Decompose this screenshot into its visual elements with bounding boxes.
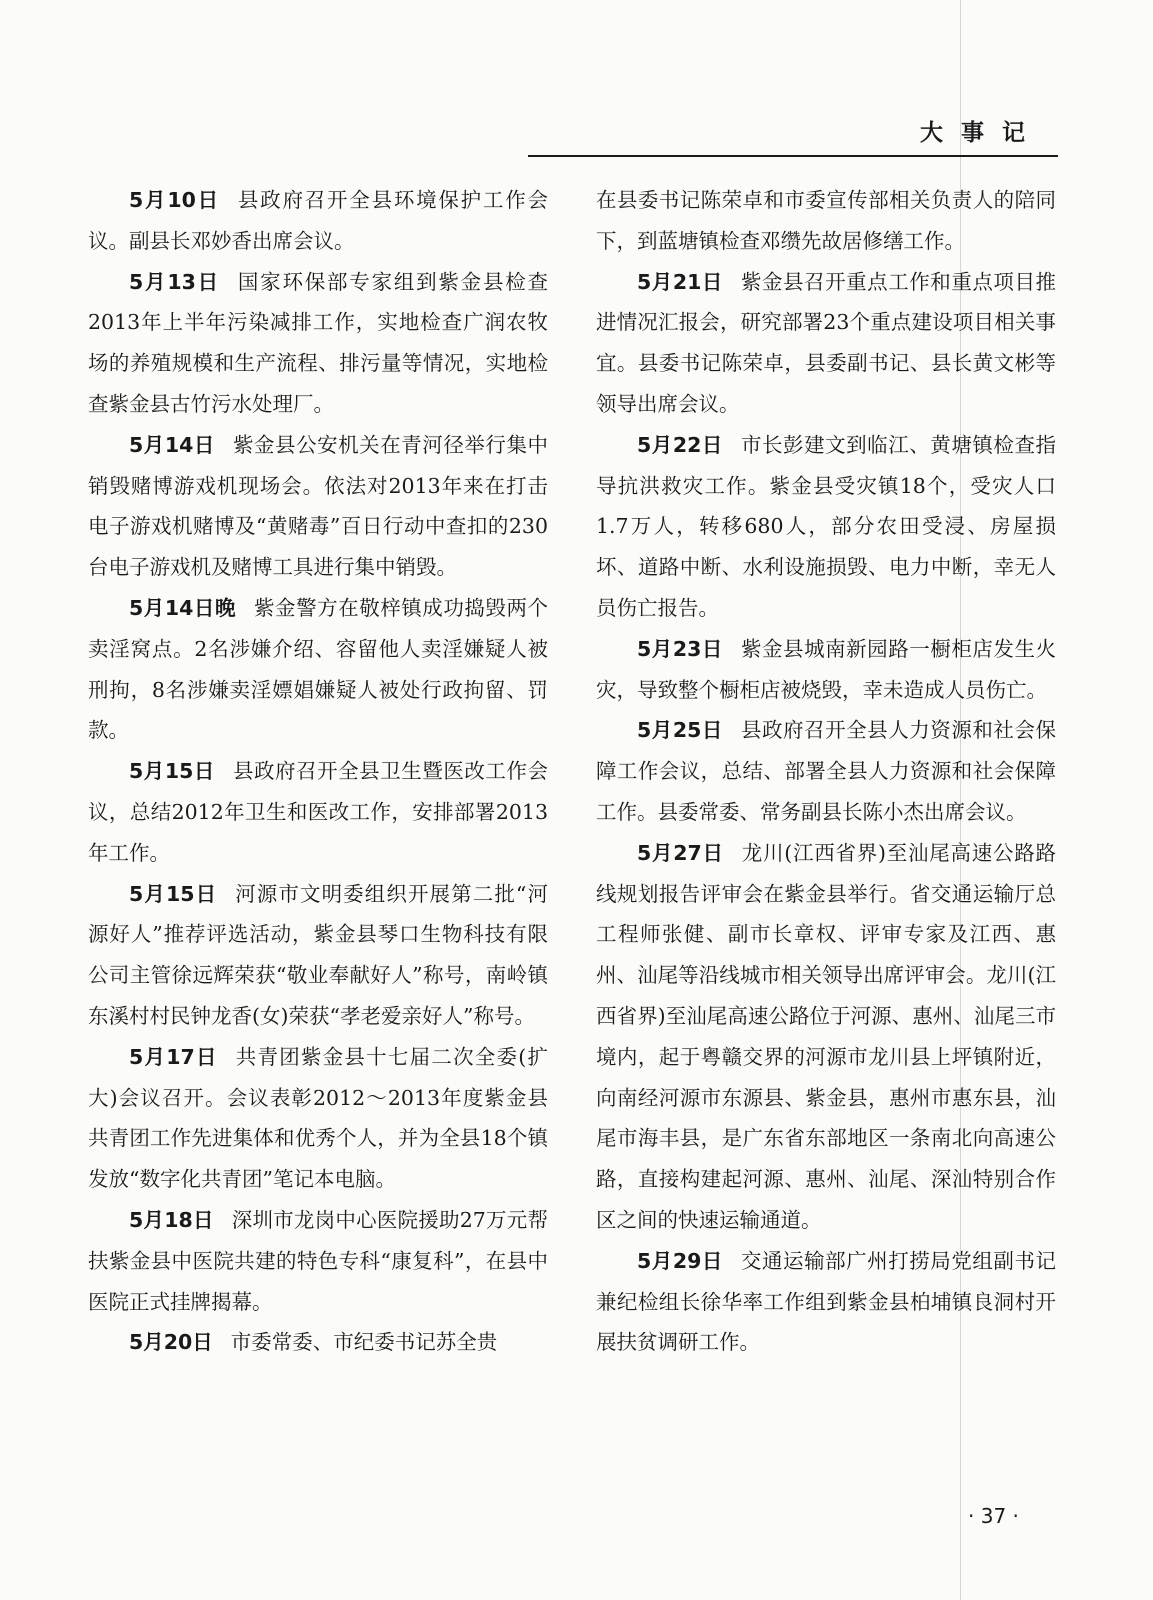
entry-text: 县政府召开全县人力资源和社会保障工作会议，总结、部署全县人力资源和社会保障工作。县委常委、常务副县长陈小杰出席会议。 [596,718,1056,824]
entry-text: 深圳市龙岗中心医院援助27万元帮扶紫金县中医院共建的特色专科“康复科”，在县中医院正式挂牌揭幕。 [88,1207,548,1314]
entry [596,425,1056,629]
entry [88,425,548,588]
entry-date: 5月20日 [129,1330,213,1355]
entry-text: 市长彭建文到临江、黄塘镇检查指导抗洪救灾工作。紫金县受灾镇18个，受灾人口1.7万人，转移680人，部分农田受浸、房屋损坏、道路中断、水利设施损毁、电力中断，幸无人员伤亡报告。 [596,432,1056,620]
entry [88,751,548,873]
entry-text: 交通运输部广州打捞局党组副书记兼纪检组长徐华率工作组到紫金县柏埔镇良洞村开展扶贫调研工作。 [596,1248,1056,1355]
page-number: · 37 · [968,1504,1019,1528]
entry [88,1200,548,1322]
header-rule [528,155,1058,157]
entry-date: 5月14日 [129,432,215,457]
entry [88,1322,548,1363]
entry-text: 县政府召开全县环境保护工作会议。副县长邓妙香出席会议。 [88,188,549,253]
entry-date: 5月29日 [637,1248,723,1273]
entry-date: 5月22日 [637,432,723,457]
entry-date: 5月13日 [129,269,220,294]
entry-text: 共青团紫金县十七届二次全委(扩大)会议召开。会议表彰2012～2013年度紫金县共青团工作先进集体和优秀个人，并为全县18个镇发放“数字化共青团”笔记本电脑。 [88,1044,549,1192]
entry-date: 5月15日 [129,759,215,784]
entry-text: 紫金警方在敬梓镇成功捣毁两个卖淫窝点。2名涉嫌介绍、容留他人卖淫嫌疑人被刑拘，8名涉嫌卖淫嫖娼嫌疑人被处行政拘留、罚款。 [88,595,549,743]
entry-text: 国家环保部专家组到紫金县检查2013年上半年污染减排工作，实地检查广润农牧场的养殖规模和生产流程、排污量等情况，实地检查紫金县古竹污水处理厂。 [88,269,549,416]
entry [596,710,1056,832]
running-header-title: 大事记 [920,120,1043,146]
entry-text: 龙川(江西省界)至汕尾高速公路路线规划报告评审会在紫金县举行。省交通运输厅总工程师张健、副市长章权、评审专家及江西、惠州、汕尾等沿线城市相关领导出席评审会。龙川(江西省界)至汕尾高速公路位于河源、惠州、汕尾三市境内，起于粤赣交界的河源市龙川县上坪镇附近，向南经河源市东源县、紫金县，惠州市惠东县，汕尾市海丰县，是广东省东部地区一条南北向高速公路，直接构建起河源、惠州、汕尾、深汕特别合作区之间的快速运输通道。 [596,840,1057,1232]
entry [596,1241,1056,1363]
left-column [88,180,548,1363]
entry [596,629,1056,711]
entry-date: 5月23日 [637,636,723,661]
entry-text: 紫金县召开重点工作和重点项目推进情况汇报会，研究部署23个重点建设项目相关事宜。县委书记陈荣卓，县委副书记、县长黄文彬等领导出席会议。 [596,269,1056,416]
entry-text: 县政府召开全县卫生暨医改工作会议，总结2012年卫生和医改工作，安排部署2013年工作。 [88,759,548,865]
entry-date: 5月14日晚 [129,595,236,620]
entry [88,1037,548,1200]
entry-continuation: 在县委书记陈荣卓和市委宣传部相关负责人的陪同下，到蓝塘镇检查邓缵先故居修缮工作。 [596,188,1056,253]
right-column [596,180,1056,1363]
entry [596,262,1056,425]
entry-text: 河源市文明委组织开展第二批“河源好人”推荐评选活动，紫金县琴口生物科技有限公司主管徐远辉荣获“敬业奉献好人”称号，南岭镇东溪村村民钟龙香(女)荣获“孝老爱亲好人”称号。 [88,881,549,1028]
entry-date: 5月10日 [129,188,220,212]
entry-date: 5月18日 [129,1207,214,1232]
entry-text: 紫金县公安机关在青河径举行集中销毁赌博游戏机现场会。依法对2013年来在打击电子游戏机赌博及“黄赌毒”百日行动中查扣的230台电子游戏机及赌博工具进行集中销毁。 [88,432,548,580]
entry-date: 5月27日 [637,840,724,865]
entry-text: 紫金县城南新园路一橱柜店发生火灾，导致整个橱柜店被烧毁，幸未造成人员伤亡。 [596,636,1056,702]
entry [88,588,548,751]
entry-date: 5月21日 [637,269,723,294]
entry [596,833,1056,1241]
entry [88,180,548,262]
entry-text: 市委常委、市纪委书记苏全贵 [230,1330,498,1355]
entry [88,262,548,425]
entry-date: 5月25日 [637,718,723,743]
entry-date: 5月15日 [129,881,218,906]
entry-date: 5月17日 [129,1044,218,1069]
entry [88,874,548,1037]
